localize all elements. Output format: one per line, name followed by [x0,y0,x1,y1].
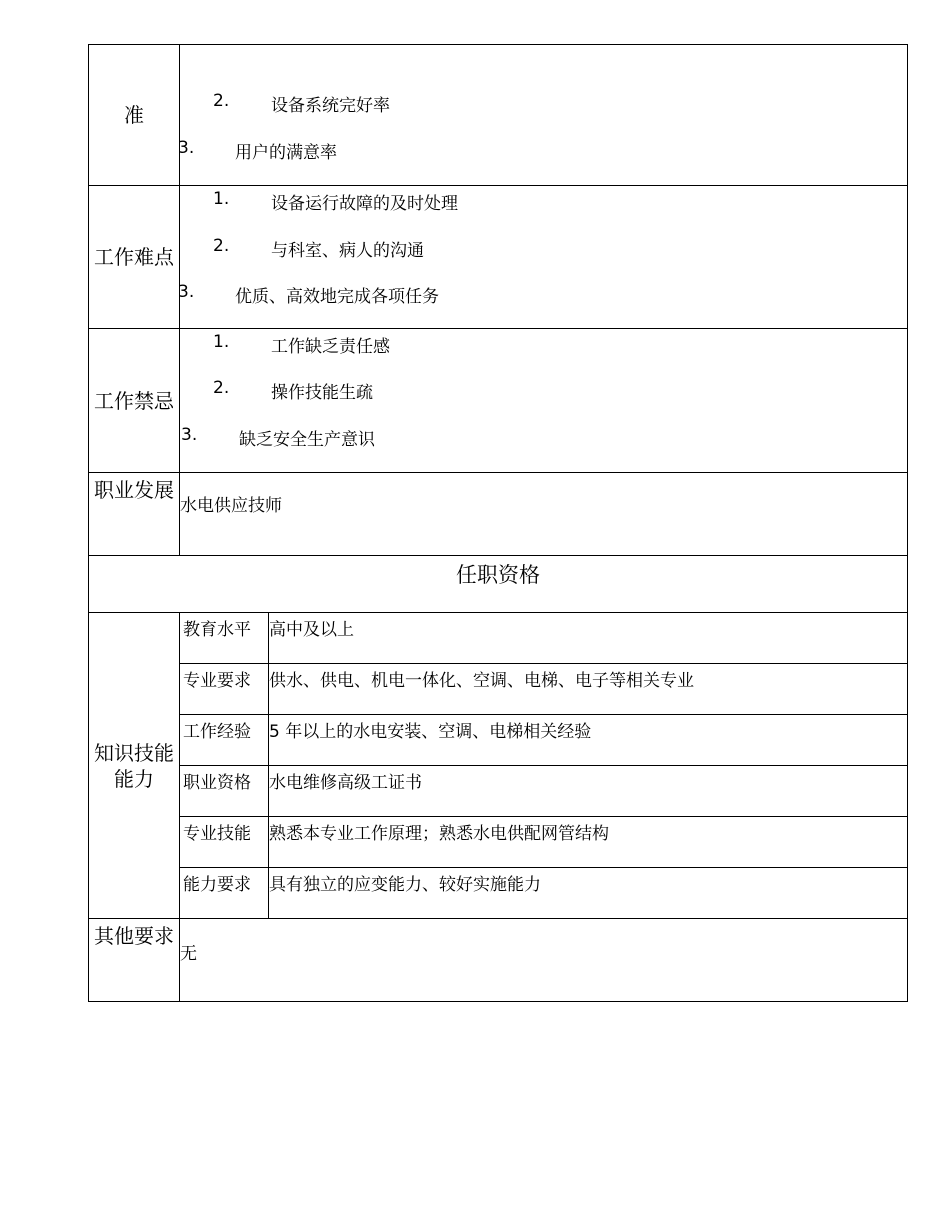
qualification-row [89,868,908,919]
qualification-value: 5 年以上的水电安装、空调、电梯相关经验 [269,715,908,766]
list-item [180,138,907,162]
list-item-number: 3. [178,282,195,302]
list-item-text: 优质、高效地完成各项任务 [235,287,439,307]
qualification-value: 熟悉本专业工作原理；熟悉水电供配网管结构 [269,817,908,868]
list-item-number: 2. [213,236,230,256]
job-description-table [88,44,908,1002]
list-item-text: 与科室、病人的沟通 [271,241,424,261]
qualification-value: 高中及以上 [269,613,908,664]
list-item-number: 1. [213,189,230,209]
qualification-value: 供水、供电、机电一体化、空调、电梯、电子等相关专业 [269,664,908,715]
qualification-row [89,715,908,766]
standard-list [180,45,908,186]
list-item [180,189,907,213]
list-item-number: 3. [181,425,198,445]
list-item-number: 1. [213,332,230,352]
list-item-number: 3. [178,138,195,158]
list-item [180,425,907,449]
list-item-text: 设备运行故障的及时处理 [271,194,458,214]
list-item-text: 工作缺乏责任感 [271,337,390,357]
row-label-career: 职业发展 [89,473,180,556]
qualification-label: 工作经验 [180,715,269,766]
list-item-number: 2. [213,378,230,398]
row-label-taboo: 工作禁忌 [89,329,180,473]
list-item [180,236,907,260]
career-value: 水电供应技师 [180,473,908,556]
qualifications-group-label: 知识技能能力 [89,613,180,919]
row-career [89,473,908,556]
other-value: 无 [180,919,908,1002]
difficulty-list [180,186,908,329]
qualification-value: 具有独立的应变能力、较好实施能力 [269,868,908,919]
qualification-label: 能力要求 [180,868,269,919]
taboo-list [180,329,908,473]
qualification-row [89,817,908,868]
list-item-text: 用户的满意率 [235,143,337,163]
row-standard [89,45,908,186]
list-item [180,282,907,306]
list-item-text: 操作技能生疏 [271,383,373,403]
list-item [180,332,907,356]
qualification-value: 水电维修高级工证书 [269,766,908,817]
list-item-number: 2. [213,91,230,111]
job-description-page [88,44,907,1002]
qualification-row [89,613,908,664]
row-label-difficulty: 工作难点 [89,186,180,329]
list-item [180,378,907,402]
qualification-label: 职业资格 [180,766,269,817]
qualification-label: 专业要求 [180,664,269,715]
qualification-label: 教育水平 [180,613,269,664]
row-label-other: 其他要求 [89,919,180,1002]
list-item [180,91,907,115]
row-other [89,919,908,1002]
qualification-row [89,766,908,817]
row-label-standard: 准 [89,45,180,186]
list-item-text: 缺乏安全生产意识 [239,430,375,450]
row-difficulty [89,186,908,329]
list-item-text: 设备系统完好率 [271,96,390,116]
row-taboo [89,329,908,473]
row-qualifications-title [89,556,908,613]
qualification-label: 专业技能 [180,817,269,868]
qualifications-title: 任职资格 [89,556,908,613]
qualification-row [89,664,908,715]
